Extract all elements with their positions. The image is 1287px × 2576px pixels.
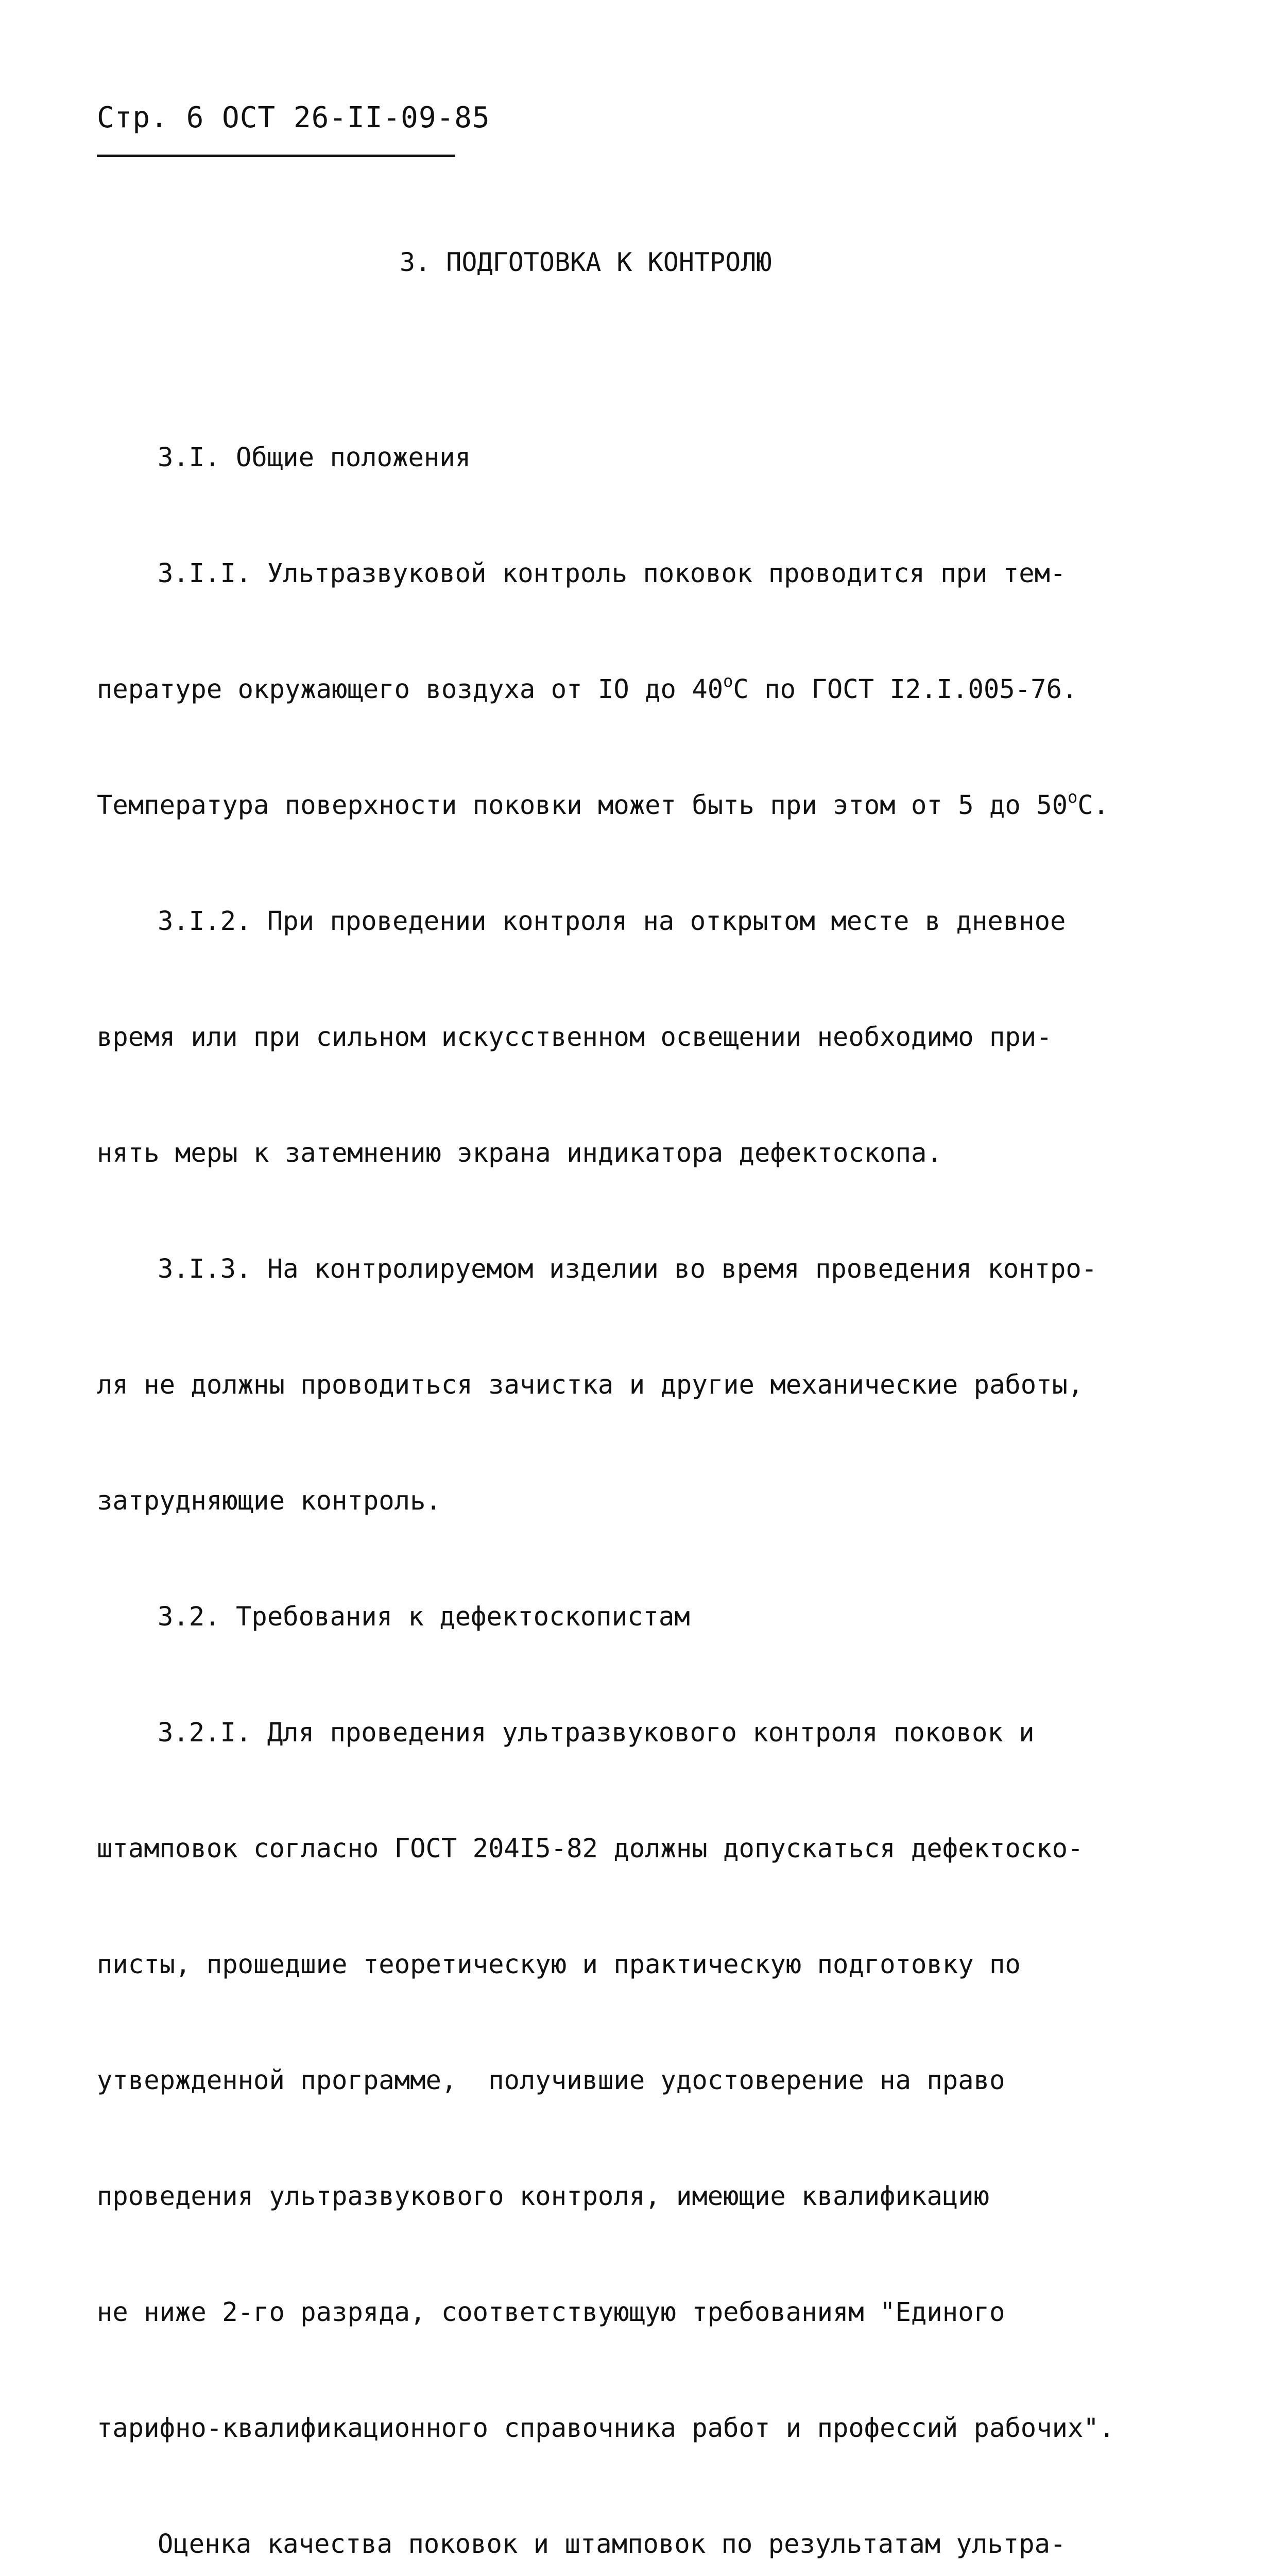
section-title: 3. ПОДГОТОВКА К КОНТРОЛЮ bbox=[400, 247, 772, 277]
paragraph-line: затрудняющие контроль. bbox=[97, 1485, 441, 1516]
paragraph-line: тарифно-квалификационного справочника работ и профессий рабочих". bbox=[97, 2413, 1115, 2443]
text-span: С по ГОСТ I2.I.005-76. bbox=[733, 674, 1078, 704]
body-text bbox=[97, 361, 1220, 2576]
text-span: пературе окружающего воздуха от IO до 40 bbox=[97, 674, 724, 704]
paragraph-line: не ниже 2-го разряда, соответствующую требованиям "Единого bbox=[97, 2297, 1005, 2327]
paragraph-line: 3.I.3. На контролируемом изделии во время проведения контро- bbox=[158, 1253, 1097, 1284]
paragraph-line: штамповок согласно ГОСТ 204I5-82 должны допускаться дефектоско- bbox=[97, 1833, 1084, 1863]
paragraph-line: нять меры к затемнению экрана индикатора дефектоскопа. bbox=[97, 1138, 942, 1168]
degree-superscript: о bbox=[723, 671, 733, 691]
header-underline bbox=[97, 155, 455, 157]
paragraph-line: 3.I.2. При проведении контроля на открытом месте в дневное bbox=[158, 906, 1066, 936]
paragraph-line: время или при сильном искусственном освещении необходимо при- bbox=[97, 1022, 1052, 1052]
subsection-heading: 3.2. Требования к дефектоскопистам bbox=[158, 1601, 690, 1632]
paragraph-line: Оценка качества поковок и штамповок по результатам ультра- bbox=[158, 2529, 1066, 2559]
paragraph-line: 3.I.I. Ультразвуковой контроль поковок проводится при тем- bbox=[158, 558, 1066, 588]
paragraph-line bbox=[97, 670, 1220, 708]
paragraph-line: писты, прошедшие теоретическую и практическую подготовку по bbox=[97, 1949, 1021, 1979]
page-header: Стр. 6 ОСТ 26-II-09-85 bbox=[97, 101, 490, 134]
subsection-heading: 3.I. Общие положения bbox=[158, 442, 471, 472]
text-span: С. bbox=[1077, 790, 1109, 820]
text-span: Температура поверхности поковки может быть при этом от 5 до 50 bbox=[97, 790, 1068, 820]
paragraph-line: ля не должны проводиться зачистка и другие механические работы, bbox=[97, 1369, 1084, 1400]
degree-superscript: о bbox=[1068, 787, 1078, 807]
paragraph-line: 3.2.I. Для проведения ультразвукового контроля поковок и bbox=[158, 1717, 1035, 1748]
paragraph-line: утвержденной программе, получившие удостоверение на право bbox=[97, 2065, 1005, 2095]
paragraph-line bbox=[97, 786, 1220, 824]
paragraph-line: проведения ультразвукового контроля, имеющие квалификацию bbox=[97, 2181, 990, 2211]
